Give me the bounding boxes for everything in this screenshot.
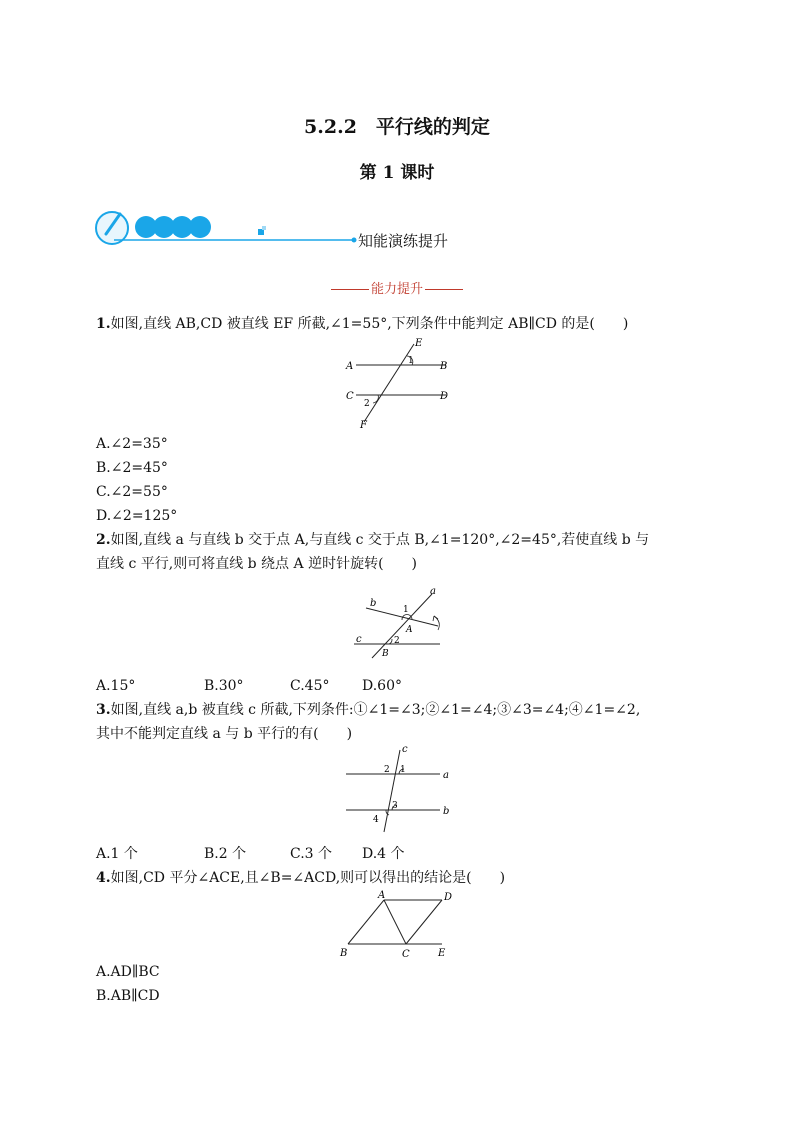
question-1-number: 1.	[96, 316, 111, 332]
fig3-label-3: 3	[392, 801, 398, 811]
lesson-subtitle: 第 1 课时	[359, 163, 435, 183]
fig1-label-2: 2	[364, 399, 370, 409]
fig1-label-E: E	[415, 338, 423, 349]
fig3-label-b: b	[443, 806, 450, 817]
question-2-option-c[interactable]: C.45°	[290, 678, 330, 694]
question-3-option-d[interactable]: D.4 个	[362, 846, 405, 862]
question-4-stem	[96, 866, 706, 890]
fig1-label-C: C	[346, 391, 354, 402]
question-3-text-1: 如图,直线 a,b 被直线 c 所截,下列条件:①∠1=∠3;②∠1=∠4;③∠3=∠4;④∠1=∠2,	[110, 702, 641, 718]
question-2-stem-line1	[96, 528, 706, 552]
fig2-label-a: a	[430, 586, 436, 597]
question-2-option-d[interactable]: D.60°	[362, 678, 402, 694]
question-3-option-b[interactable]: B.2 个	[204, 846, 247, 862]
fig1-label-F: F	[360, 420, 367, 431]
fig2-label-2: 2	[394, 636, 400, 646]
fig3-label-4: 4	[373, 815, 379, 825]
question-4-figure	[336, 888, 460, 960]
question-4-option-b[interactable]: B.AB∥CD	[96, 988, 160, 1004]
fig1-label-D: D	[440, 391, 449, 402]
fig4-label-B: B	[340, 948, 348, 959]
question-1-option-c[interactable]: C.∠2=55°	[96, 484, 168, 500]
question-2-number: 2.	[96, 532, 111, 548]
section-banner	[94, 204, 494, 254]
fig4-label-E: E	[438, 948, 446, 959]
question-3-option-a[interactable]: A.1 个	[96, 846, 138, 862]
fig1-label-B: B	[440, 361, 448, 372]
question-3-stem-line1	[96, 698, 706, 722]
question-3-number: 3.	[96, 702, 111, 718]
fig4-label-A: A	[378, 890, 386, 901]
question-2-stem-line2: 直线 c 平行,则可将直线 b 绕点 A 逆时针旋转( )	[96, 556, 417, 572]
fig3-label-1: 1	[400, 765, 406, 775]
fig2-label-B: B	[382, 649, 389, 659]
fig2-label-c: c	[356, 634, 362, 645]
question-3-option-c[interactable]: C.3 个	[290, 846, 333, 862]
fig1-label-A: A	[346, 361, 354, 372]
question-4-text: 如图,CD 平分∠ACE,且∠B=∠ACD,则可以得出的结论是( )	[110, 870, 506, 886]
banner-dot-4	[189, 216, 211, 238]
fig2-label-A: A	[406, 625, 413, 635]
banner-end-dot	[352, 238, 357, 243]
question-1-option-a[interactable]: A.∠2=35°	[96, 436, 168, 452]
question-3-figure	[340, 744, 460, 834]
question-1-text: 如图,直线 AB,CD 被直线 EF 所截,∠1=55°,下列条件中能判定 AB∥CD 的是( )	[110, 316, 629, 332]
fig4-label-C: C	[402, 949, 410, 960]
fig3-label-a: a	[443, 770, 449, 781]
fig2-label-b: b	[370, 598, 377, 609]
section-label: 能力提升	[0, 278, 794, 297]
question-4-option-a[interactable]: A.AD∥BC	[96, 964, 160, 980]
fig2-label-1: 1	[403, 605, 409, 615]
question-1-option-d[interactable]: D.∠2=125°	[96, 508, 178, 524]
question-1-figure	[340, 336, 460, 432]
banner-label: 知能演练提升	[358, 232, 449, 250]
question-2-option-a[interactable]: A.15°	[96, 678, 136, 694]
question-4-number: 4.	[96, 870, 111, 886]
question-2-option-b[interactable]: B.30°	[204, 678, 244, 694]
banner-square-small-icon	[262, 226, 266, 230]
question-2-text-1: 如图,直线 a 与直线 b 交于点 A,与直线 c 交于点 B,∠1=120°,∠2=45°,若使直线 b 与	[110, 532, 650, 548]
question-1-option-b[interactable]: B.∠2=45°	[96, 460, 168, 476]
fig3-label-c: c	[402, 744, 408, 755]
fig4-label-D: D	[444, 892, 453, 903]
fig3-label-2: 2	[384, 765, 390, 775]
question-1-stem	[96, 312, 706, 336]
fig1-label-1: 1	[408, 356, 414, 366]
question-3-stem-line2: 其中不能判定直线 a 与 b 平行的有( )	[96, 726, 353, 742]
question-2-figure	[346, 586, 456, 662]
page-title: 5.2.2 平行线的判定	[304, 116, 490, 138]
